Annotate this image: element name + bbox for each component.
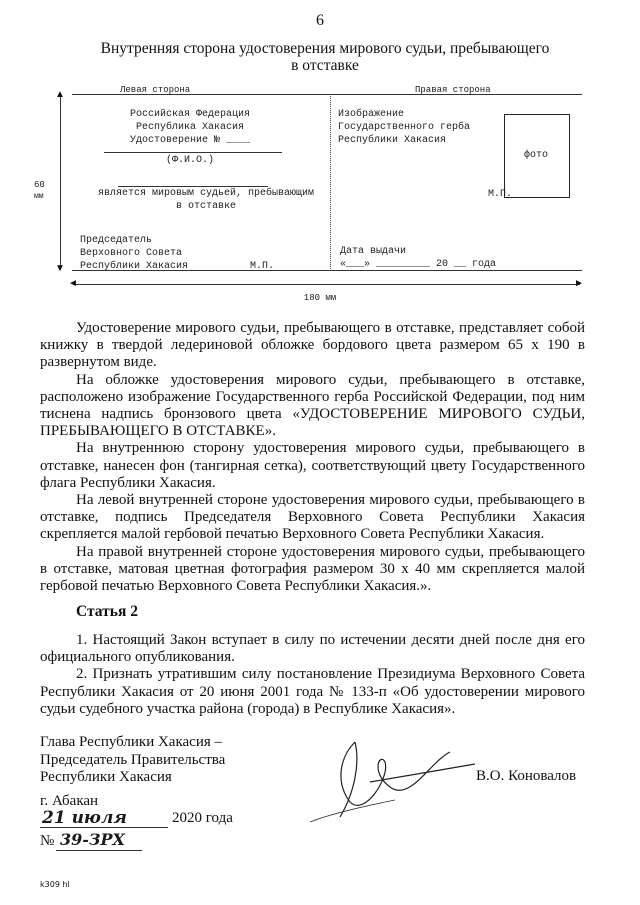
city: г. Абакан <box>40 793 99 809</box>
paragraph: 1. Настоящий Закон вступает в силу по истечении десяти дней после дня его официального опубликования. <box>40 632 585 666</box>
arrow-down-icon: ▼ <box>55 263 65 274</box>
article-text <box>40 632 585 718</box>
article-heading: Статья 2 <box>76 603 138 620</box>
page-number: 6 <box>316 12 324 29</box>
number-prefix: № <box>40 833 55 849</box>
handwritten-signature <box>300 722 490 832</box>
signatory-name: В.О. Коновалов <box>476 768 577 784</box>
paragraph: На правой внутренней стороне удостоверения мирового судьи, пребывающего в отставке, матовая цветная фотография размером 30 х 40 мм скрепляется малой гербовой печатью Верховного Совета Республики Хакасия.». <box>40 543 585 595</box>
paragraph: На внутреннюю сторону удостоверения мирового судьи, пребывающего в отставке, нанесен фон (тангирная сетка), соответствующий цвету Государственного флага Республики Хакасия. <box>40 440 585 491</box>
chairman-block: Председатель Верховного Совета Республики Хакасия <box>80 235 189 272</box>
paragraph: Удостоверение мирового судьи, пребывающего в отставке, представляет собой книжку в твердой ледериновой обложке бордового цвета размером 65 х 190 в развернутом виде. <box>40 320 585 371</box>
date-underline <box>40 827 168 828</box>
issue-date-label: Дата выдачи <box>340 246 407 257</box>
footer-code: k309 hl <box>40 880 70 889</box>
left-stamp-mark: М.П. <box>250 261 275 272</box>
issue-date-field: «___» _________ 20 __ года <box>340 259 497 270</box>
handwritten-date: 21 июля <box>42 808 127 828</box>
width-dimension-line <box>74 284 580 285</box>
fio-line <box>104 152 282 153</box>
height-dimension-line <box>60 94 61 270</box>
paragraph: На обложке удостоверения мирового судьи, пребывающего в отставке, расположено изображение Государственного герба Российской Федерации, под ним тиснена надпись бронзового цвета «УДОСТОВЕРЕНИЕ МИРОВОГО СУДЬИ, ПРЕБЫВАЮЩЕГО В ОТСТАВКЕ». <box>40 371 585 440</box>
handwritten-number: 39-ЗРХ <box>60 830 125 849</box>
signatory-title: Глава Республики Хакасия – Председатель Правительства Республики Хакасия <box>40 734 226 785</box>
left-side-header: Российская Федерация Республика Хакасия Удостоверение № ____ <box>129 109 251 146</box>
role-text: является мировым судьей, пребывающим в отставке <box>97 188 315 212</box>
title-line-1: Внутренняя сторона удостоверения мирового судьи, пребывающего <box>100 40 550 57</box>
arrow-right-icon: ► <box>574 278 584 289</box>
year: 2020 года <box>172 810 233 826</box>
paragraph: 2. Признать утратившим силу постановление Президиума Верховного Совета Республики Хакасия от 20 июня 2001 года № 133-п «Об удостоверении мирового судьи судебного участка района (города) в Республике Хакасия». <box>40 666 585 717</box>
right-stamp-mark: М.П. <box>488 189 513 200</box>
height-label: 60 <box>34 180 45 190</box>
top-border-line <box>72 94 582 95</box>
fold-line <box>330 96 331 271</box>
number-underline <box>56 850 142 851</box>
width-label: 180 мм <box>303 293 337 303</box>
height-unit: мм <box>34 192 44 201</box>
right-side-label: Правая сторона <box>415 85 491 95</box>
arrow-up-icon: ▲ <box>55 89 65 100</box>
photo-label: фото <box>523 150 548 161</box>
fio-caption: (Ф.И.О.) <box>165 155 214 166</box>
certificate-diagram <box>0 84 640 306</box>
title-line-2: в отставке <box>291 57 359 74</box>
page-title <box>60 40 590 74</box>
right-side-header: Изображение Государственного герба Республики Хакасия <box>338 109 471 146</box>
left-side-label: Левая сторона <box>120 85 191 95</box>
paragraph: На левой внутренней стороне удостоверения мирового судьи, пребывающего в отставке, подпись Председателя Верховного Совета Республики Хакасия скрепляется малой гербовой печатью Верховного Совета Республики Хакасия. <box>40 492 585 543</box>
body-text <box>40 320 585 595</box>
arrow-left-icon: ◄ <box>68 278 78 289</box>
